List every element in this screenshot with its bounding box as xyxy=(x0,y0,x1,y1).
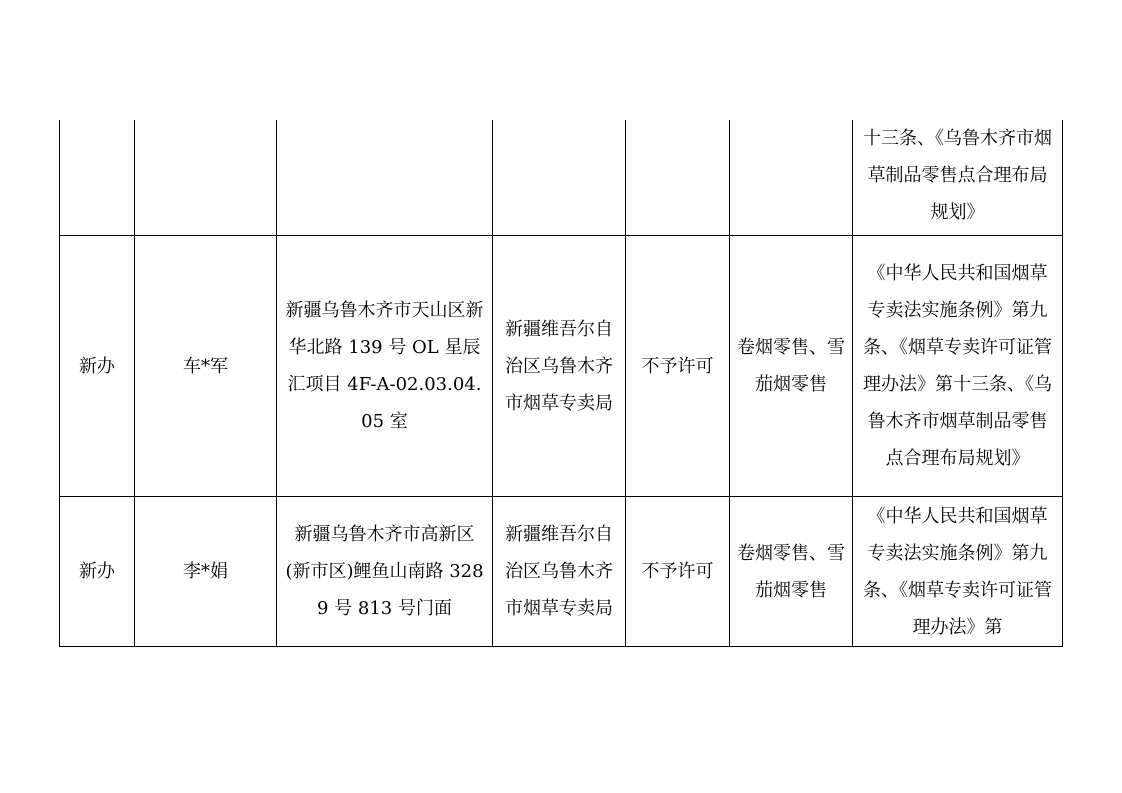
scope-cell: 卷烟零售、雪茄烟零售 xyxy=(730,236,853,497)
table-row xyxy=(60,497,1063,647)
scope-cell xyxy=(730,120,853,236)
legal-basis-cell: 《中华人民共和国烟草专卖法实施条例》第九条、《烟草专卖许可证管理办法》第 xyxy=(853,497,1063,647)
organ-cell: 新疆维吾尔自治区乌鲁木齐市烟草专卖局 xyxy=(493,236,626,497)
applicant-name-cell xyxy=(135,120,277,236)
applicant-name-cell: 李*娟 xyxy=(135,497,277,647)
address-cell: 新疆乌鲁木齐市天山区新华北路 139 号 OL 星辰汇项目 4F-A-02.03.04.05 室 xyxy=(277,236,493,497)
organ-cell: 新疆维吾尔自治区乌鲁木齐市烟草专卖局 xyxy=(493,497,626,647)
decision-cell: 不予许可 xyxy=(626,236,730,497)
address-cell: 新疆乌鲁木齐市高新区(新市区)鲤鱼山南路 3289 号 813 号门面 xyxy=(277,497,493,647)
application-type-cell: 新办 xyxy=(60,236,135,497)
legal-basis-cell: 《中华人民共和国烟草专卖法实施条例》第九条、《烟草专卖许可证管理办法》第十三条、《乌鲁木齐市烟草制品零售点合理布局规划》 xyxy=(853,236,1063,497)
application-type-cell: 新办 xyxy=(60,497,135,647)
applicant-name-cell: 车*军 xyxy=(135,236,277,497)
table-row xyxy=(60,120,1063,236)
address-cell xyxy=(277,120,493,236)
legal-basis-cell: 十三条、《乌鲁木齐市烟草制品零售点合理布局规划》 xyxy=(853,120,1063,236)
license-decision-table xyxy=(59,120,1063,647)
table-row xyxy=(60,236,1063,497)
decision-cell xyxy=(626,120,730,236)
decision-cell: 不予许可 xyxy=(626,497,730,647)
scope-cell: 卷烟零售、雪茄烟零售 xyxy=(730,497,853,647)
organ-cell xyxy=(493,120,626,236)
application-type-cell xyxy=(60,120,135,236)
